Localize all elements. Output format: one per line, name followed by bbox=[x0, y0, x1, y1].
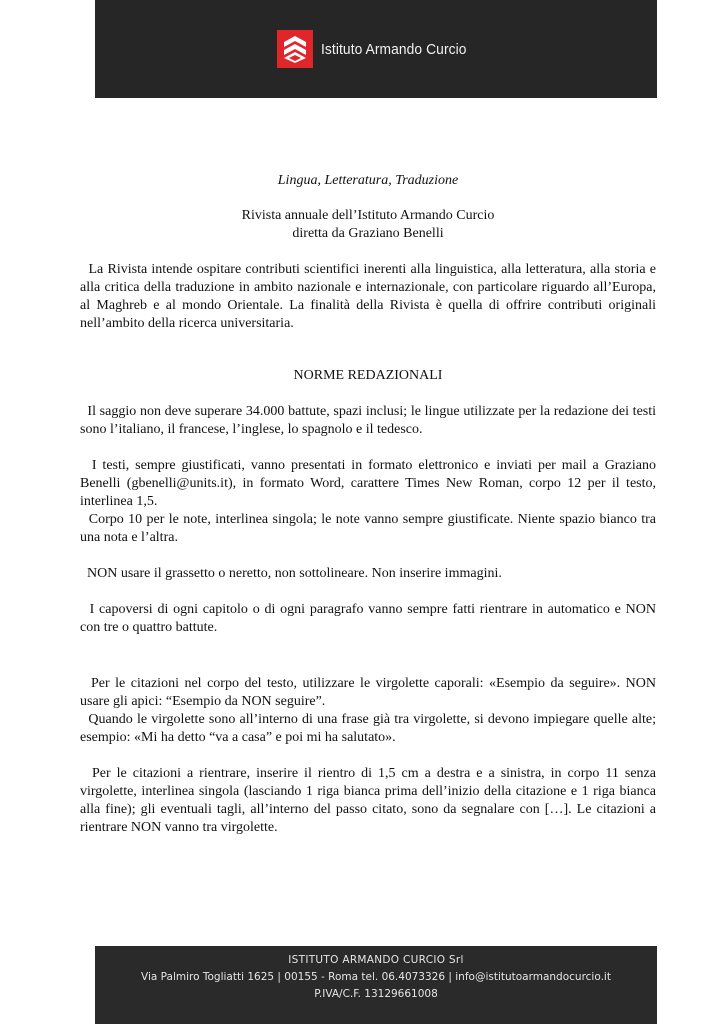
rule-paragraph: Per le citazioni a rientrare, inserire il rientro di 1,5 cm a destra e a sinistra, in corpo 11 senza virgolette, interlinea singola (lasciando 1 riga bianca prima dell’inizio della citazione e 1 riga bianca alla fine); gli eventuali tagli, all’interno del passo citato, sono da segnalare con […]. Le citazioni a rientrare NON vanno tra virgolette. bbox=[80, 766, 660, 835]
footer-address: Via Palmiro Togliatti 1625 | 00155 - Roma tel. 06.4073326 | info@istitutoarmandocurcio.it bbox=[141, 971, 611, 983]
subtitle-line-2: diretta da Graziano Benelli bbox=[292, 226, 444, 241]
footer-vat: P.IVA/C.F. 13129661008 bbox=[314, 988, 438, 1000]
journal-subtitle bbox=[80, 207, 656, 243]
logo bbox=[277, 30, 479, 68]
rule-paragraph: Il saggio non deve superare 34.000 battute, spazi inclusi; le lingue utilizzate per la redazione dei testi sono l’italiano, il francese, l’inglese, lo spagnolo e il tedesco. bbox=[80, 404, 660, 437]
logo-text: Istituto Armando Curcio bbox=[320, 40, 467, 58]
document-body bbox=[80, 172, 660, 837]
istituto-curcio-logo-icon bbox=[277, 30, 313, 68]
rule-paragraph: NON usare il grassetto o neretto, non sottolineare. Non inserire immagini. bbox=[80, 566, 502, 581]
intro-paragraph: La Rivista intende ospitare contributi scientifici inerenti alla linguistica, alla letteratura, alla storia e alla critica della traduzione in ambito nazionale e internazionale, con particolare riguardo all’Europa, al Maghreb e al mondo Orientale. La finalità della Rivista è quella di offrire contributi originali nell’ambito della ricerca universitaria. bbox=[80, 262, 660, 331]
letterhead-band bbox=[95, 0, 657, 98]
footer-band bbox=[95, 946, 657, 1024]
rule-paragraph: Quando le virgolette sono all’interno di una frase già tra virgolette, si devono impiegare quelle alte; esempio: «Mi ha detto “va a casa” e poi mi ha salutato». bbox=[80, 712, 660, 745]
rule-paragraph: I testi, sempre giustificati, vanno presentati in formato elettronico e inviati per mail a Graziano Benelli (gbenelli@units.it), in formato Word, carattere Times New Roman, corpo 12 per il testo, interlinea 1,5. bbox=[80, 458, 660, 509]
rule-paragraph: Corpo 10 per le note, interlinea singola; le note vanno sempre giustificate. Niente spazio bianco tra una nota e l’altra. bbox=[80, 512, 660, 545]
subtitle-line-1: Rivista annuale dell’Istituto Armando Curcio bbox=[241, 208, 495, 223]
rule-paragraph: I capoversi di ogni capitolo o di ogni paragrafo vanno sempre fatti rientrare in automatico e NON con tre o quattro battute. bbox=[80, 602, 660, 635]
footer-company: ISTITUTO ARMANDO CURCIO Srl bbox=[288, 954, 464, 966]
journal-title: Lingua, Letteratura, Traduzione bbox=[277, 173, 459, 188]
rule-paragraph: Per le citazioni nel corpo del testo, utilizzare le virgolette caporali: «Esempio da seguire». NON usare gli apici: “Esempio da NON seguire”. bbox=[80, 676, 660, 709]
section-heading: NORME REDAZIONALI bbox=[293, 368, 443, 383]
